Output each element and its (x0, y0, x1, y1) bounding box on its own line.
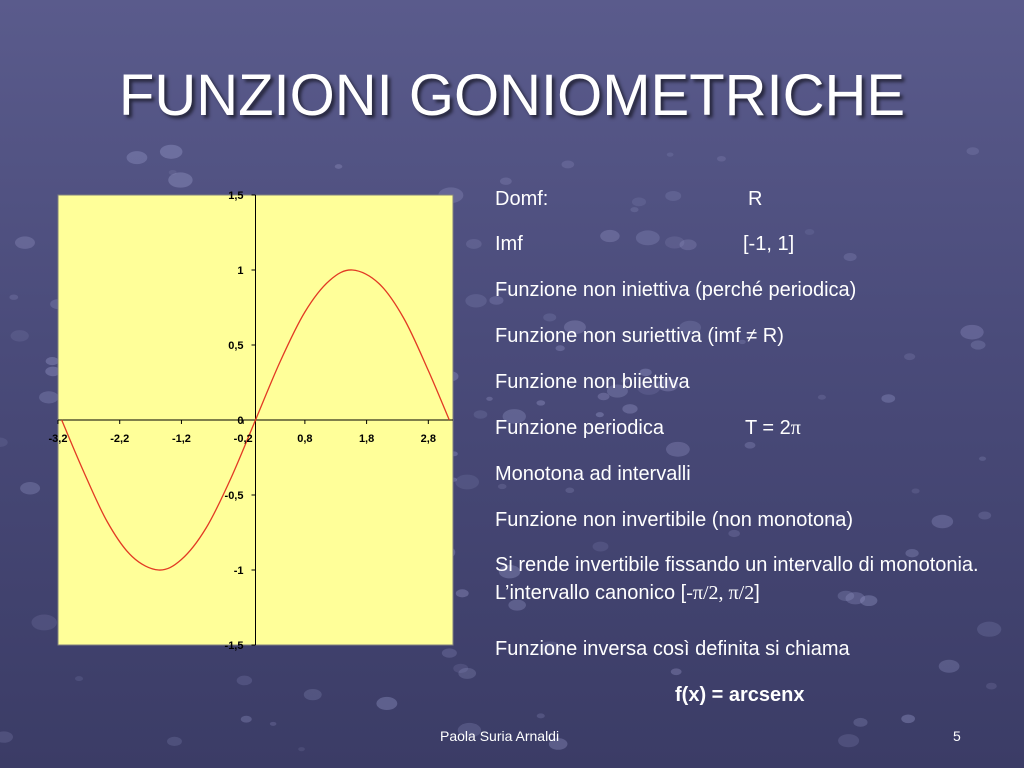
x-tick-label: 2,8 (420, 433, 436, 445)
non-iniettiva-line: Funzione non iniettiva (perché periodica) (495, 279, 857, 301)
x-tick-label: -0,2 (233, 433, 253, 445)
background-dot (562, 161, 575, 169)
background-dot (237, 676, 252, 686)
background-dot (881, 394, 895, 403)
background-dot (565, 488, 574, 493)
background-dot (11, 330, 29, 341)
background-dot (967, 147, 979, 155)
background-dot (500, 178, 512, 185)
background-dot (717, 156, 726, 162)
background-dot (304, 689, 322, 700)
interval-math: -π/2, π/2 (686, 582, 755, 604)
background-dot (75, 676, 83, 681)
background-dot (465, 294, 486, 307)
background-dot (986, 683, 997, 690)
invertibile-paragraph (495, 551, 990, 607)
background-dot (853, 718, 867, 727)
x-tick-label: -3,2 (48, 433, 68, 445)
pi-symbol: π (790, 417, 801, 439)
periodo-prefix: T = 2 (745, 417, 791, 439)
background-dot (474, 410, 488, 419)
x-tick-label: -1,2 (171, 433, 191, 445)
background-dot (537, 713, 545, 718)
background-dot (932, 515, 954, 528)
interval-close: ] (754, 582, 760, 604)
background-dot (466, 239, 482, 249)
background-dot (904, 353, 915, 360)
domf-value: R (748, 188, 763, 210)
background-dot (665, 236, 684, 248)
domf-label: Domf: (495, 188, 549, 210)
background-dot (671, 668, 682, 675)
background-dot (455, 475, 479, 490)
formula-arcsen: f(x) = arcsenx (675, 684, 805, 706)
background-dot (298, 747, 305, 751)
background-dot (979, 456, 986, 460)
background-dot (622, 404, 637, 414)
background-dot (160, 145, 183, 159)
background-dot (977, 622, 1001, 637)
y-tick-label: -1,5 (224, 640, 244, 652)
background-dot (15, 236, 35, 248)
background-dot (600, 230, 619, 242)
background-dot (971, 340, 986, 349)
background-dot (543, 313, 556, 321)
page-number: 5 (953, 728, 961, 744)
non-suriettiva-line: Funzione non suriettiva (imf ≠ R) (495, 325, 784, 347)
background-dot (901, 714, 915, 723)
background-dot (167, 737, 182, 746)
background-dot (376, 697, 397, 710)
invertibile-text: Si rende invertibile fissando un intervallo di monotonia. L’intervallo canonico [ (495, 554, 979, 604)
slide-title: FUNZIONI GONIOMETRICHE (118, 63, 906, 128)
background-dot (665, 191, 681, 201)
non-invertibile-line: Funzione non invertibile (non monotona) (495, 509, 853, 531)
x-tick-label: -2,2 (110, 433, 130, 445)
background-dot (9, 294, 18, 299)
background-dot (270, 722, 277, 726)
background-dot (838, 734, 859, 747)
background-dot (978, 512, 991, 520)
y-tick-label: -0,5 (224, 490, 244, 502)
domain-line (495, 188, 763, 211)
y-tick-label: -1 (233, 565, 244, 577)
imf-value: [-1, 1] (743, 233, 795, 255)
background-dot (0, 731, 13, 742)
background-dot (636, 230, 660, 245)
footer-author: Paola Suria Arnaldi (440, 728, 560, 744)
background-dot (667, 153, 674, 157)
y-tick-label: 0 (237, 415, 244, 427)
background-dot (536, 400, 545, 405)
x-tick-label: 1,8 (358, 433, 375, 445)
periodica-line (495, 417, 801, 440)
x-tick-label: 0,8 (297, 433, 313, 445)
monotona-line: Monotona ad intervalli (495, 463, 691, 485)
periodo-value (745, 417, 801, 440)
background-dot (630, 207, 638, 212)
chart-svg (38, 180, 458, 655)
background-dot (666, 442, 690, 457)
non-biiettiva-line: Funzione non biiettiva (495, 371, 690, 393)
background-dot (818, 395, 826, 400)
y-tick-label: 1,5 (228, 190, 244, 202)
background-dot (453, 664, 468, 673)
y-tick-label: 0,5 (228, 340, 244, 352)
periodica-label: Funzione periodica (495, 417, 664, 439)
background-dot (0, 438, 8, 448)
background-dot (745, 442, 756, 449)
background-dot (912, 489, 920, 494)
background-dot (632, 197, 646, 206)
background-dot (127, 151, 148, 164)
background-dot (241, 716, 252, 723)
imf-label: Imf (495, 233, 523, 255)
image-line (495, 233, 795, 256)
inversa-line: Funzione inversa così definita si chiama (495, 638, 850, 660)
background-dot (805, 229, 815, 235)
background-dot (335, 164, 343, 169)
background-dot (486, 397, 493, 401)
sine-chart (38, 180, 458, 655)
background-dot (960, 325, 983, 340)
background-dot (169, 170, 177, 175)
background-dot (939, 660, 960, 673)
background-dot (844, 253, 857, 261)
y-tick-label: 1 (237, 265, 244, 277)
